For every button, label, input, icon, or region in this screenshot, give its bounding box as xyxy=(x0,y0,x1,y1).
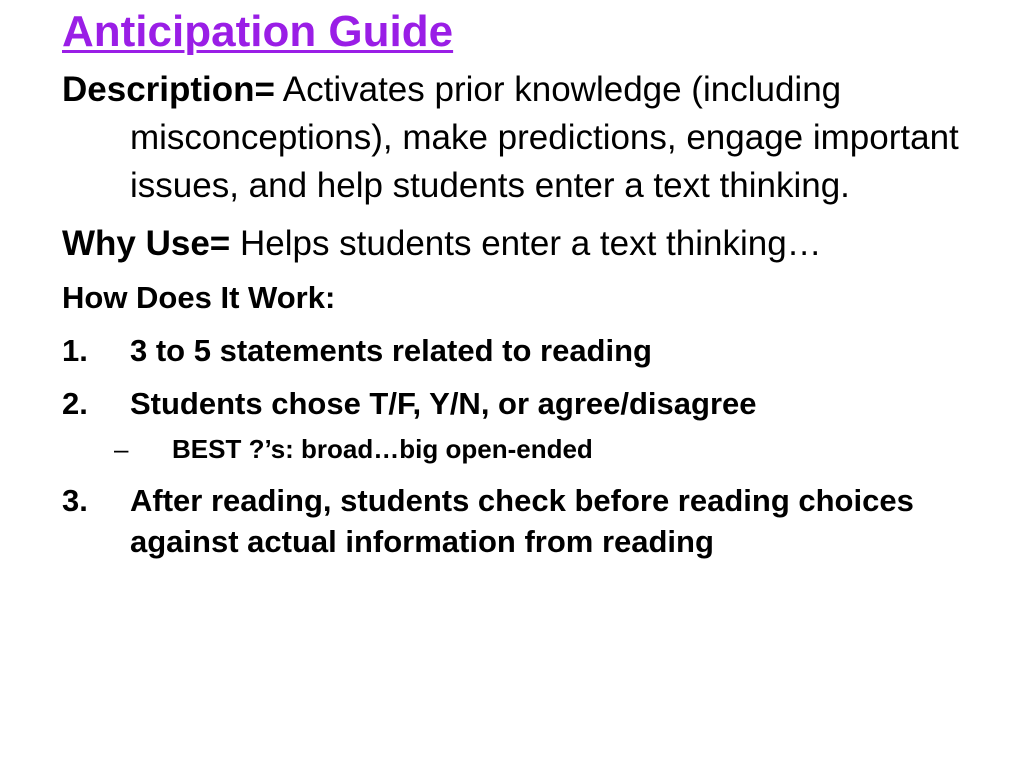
sub-bullet-text: BEST ?’s: broad…big open-ended xyxy=(172,434,593,464)
how-heading: How Does It Work: xyxy=(62,280,336,315)
step-text: After reading, students check before reading choices against actual information from reading xyxy=(130,483,914,559)
description-text: Activates prior knowledge (including misconceptions), make predictions, engage important issues, and help students enter a text thinking. xyxy=(130,70,959,205)
step-item-1 xyxy=(62,330,962,371)
why-use-text: Helps students enter a text thinking… xyxy=(230,224,822,263)
sub-bullet xyxy=(62,432,962,466)
step-number: 1. xyxy=(62,333,88,368)
why-use-label: Why Use= xyxy=(62,224,231,263)
slide-body xyxy=(62,66,962,574)
step-item-3 xyxy=(62,480,962,562)
step-item-2 xyxy=(62,383,962,424)
step-number: 2. xyxy=(62,386,88,421)
slide-title: Anticipation Guide xyxy=(62,7,454,56)
step-text: Students chose T/F, Y/N, or agree/disagree xyxy=(130,386,757,421)
step-text: 3 to 5 statements related to reading xyxy=(130,333,652,368)
sub-bullet-marker: – xyxy=(114,434,129,464)
step-number: 3. xyxy=(62,483,88,518)
description-label: Description= xyxy=(62,70,275,109)
why-use-paragraph xyxy=(62,220,962,268)
description-paragraph xyxy=(62,66,962,210)
